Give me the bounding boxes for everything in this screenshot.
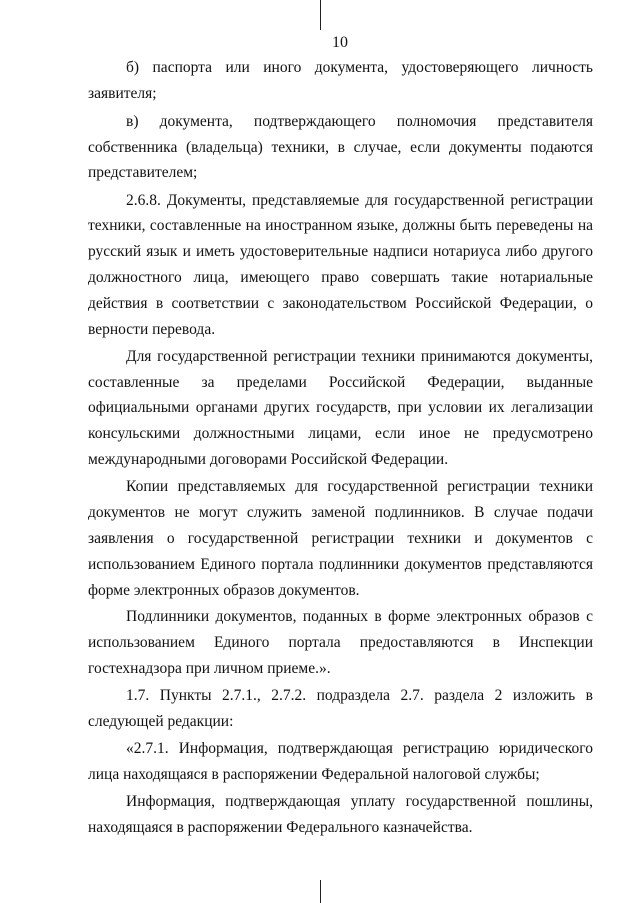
text-line: верности перевода. [88,321,216,338]
text-line: составленные за пределами Российской Федерации, выданные [88,374,593,391]
text-line: следующей редакции: [88,713,234,730]
fold-line-top [320,0,321,30]
text-line: форме электронных образов документов. [88,582,360,599]
text-line: 1.7. Пункты 2.7.1., 2.7.2. подраздела 2.7. раздела 2 изложить в [126,687,593,704]
text-line: русский язык и иметь удостоверительные надписи нотариуса либо другого [88,243,593,260]
text-line: б) паспорта или иного документа, удостоверяющего личность [126,59,593,76]
text-line: техники, составленные на иностранном языке, должны быть переведены на [88,217,593,234]
text-line: Копии представляемых для государственной регистрации техники [126,478,593,495]
text-line: собственника (владельца) техники, в случае, если документы подаются [88,139,593,156]
text-line: документов не могут служить заменой подлинников. В случае подачи [88,504,593,521]
text-line: консульскими должностными лицами, если иное не предусмотрено [88,425,593,442]
text-line: использованием Единого портала предоставляются в Инспекции [88,634,593,651]
text-line: находящаяся в распоряжении Федерального казначейства. [88,819,473,836]
text-line: в) документа, подтверждающего полномочия представителя [126,113,593,130]
text-line: Информация, подтверждающая уплату государственной пошлины, [126,793,593,810]
text-line: Подлинники документов, поданных в форме электронных образов с [126,608,593,625]
text-line: использованием Единого портала подлинники документов представляются [88,556,593,573]
text-line: должностного лица, имеющего право совершать такие нотариальные [88,269,593,286]
text-line: официальными органами других государств, при условии их легализации [88,399,593,416]
text-line: 2.6.8. Документы, представляемые для государственной регистрации [126,192,593,209]
text-line: «2.7.1. Информация, подтверждающая регистрацию юридического [126,740,593,757]
text-line: гостехнадзора при личном приеме.». [88,660,331,677]
text-line: лица находящаяся в распоряжении Федеральной налоговой службы; [88,766,540,783]
text-line: представителем; [88,164,198,181]
text-line: международными договорами Российской Федерации. [88,451,449,468]
fold-line-bottom [320,880,321,903]
text-line: Для государственной регистрации техники принимаются документы, [126,348,593,365]
text-line: заявления о государственной регистрации техники и документов с [88,530,593,547]
text-line: действия в соответствии с законодательством Российской Федерации, о [88,295,593,312]
page-number: 10 [332,34,348,51]
text-line: заявителя; [88,85,157,102]
